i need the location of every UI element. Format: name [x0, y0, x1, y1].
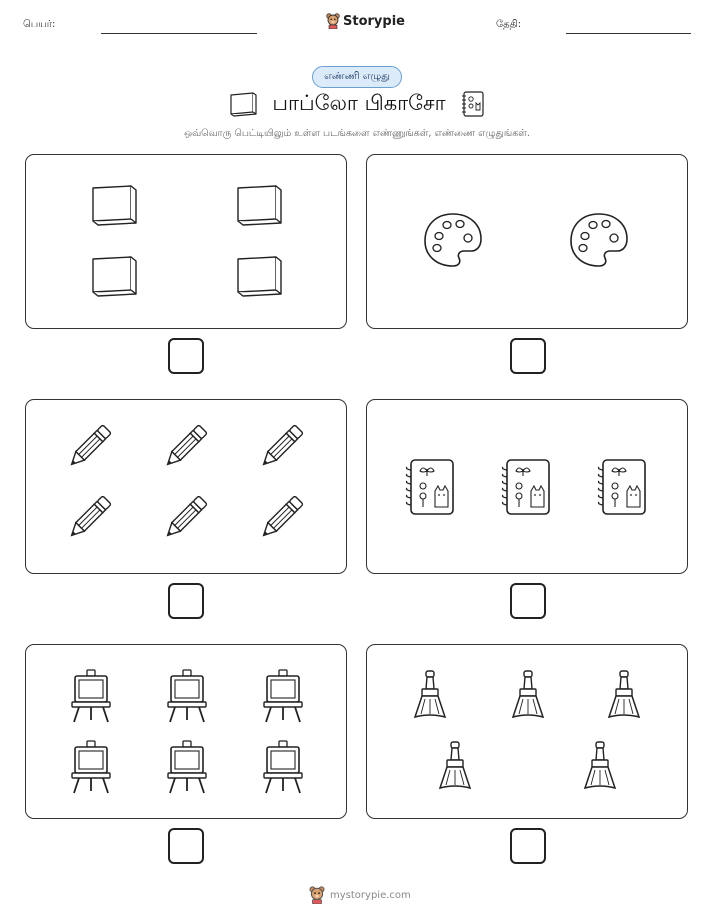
title-row — [0, 90, 714, 118]
easel-icon — [168, 741, 206, 793]
footer-url: mystorypie.com — [330, 889, 411, 901]
bear-icon — [309, 886, 325, 904]
pencil-icon — [259, 425, 303, 469]
date-line[interactable] — [566, 33, 691, 34]
easel-icon — [72, 670, 110, 722]
sketchbook-icon — [503, 460, 550, 514]
answer-box[interactable] — [168, 338, 204, 374]
page-title: பாப்லோ பிகாசோ — [272, 90, 446, 115]
pencil-icon — [67, 425, 111, 469]
paintbrush-icon — [609, 671, 639, 717]
canvas-board-icon — [238, 186, 281, 225]
answer-box[interactable] — [510, 828, 546, 864]
count-panel-palettes — [366, 154, 688, 329]
brand-logo — [326, 13, 405, 29]
sketchbook-icon — [460, 90, 486, 118]
paintbrush-icon — [513, 671, 543, 717]
pencil-icon — [163, 496, 207, 540]
name-label: பெயர்: — [23, 19, 56, 30]
pencil-icon — [259, 496, 303, 540]
date-label: தேதி: — [496, 19, 522, 30]
paintbrush-icon — [585, 742, 615, 788]
pencil-icon — [67, 496, 111, 540]
count-panel-paintbrushes — [366, 644, 688, 819]
instructions: ஒவ்வொரு பெட்டியிலும் உள்ள படங்களை எண்ணுங்கள், எண்ணை எழுதுங்கள். — [184, 128, 530, 139]
answer-box[interactable] — [510, 338, 546, 374]
pencil-icon — [163, 425, 207, 469]
paintbrush-icon — [415, 671, 445, 717]
paintbrush-icon — [440, 742, 470, 788]
canvas-board-icon — [93, 186, 136, 225]
easel-icon — [264, 741, 302, 793]
answer-box[interactable] — [510, 583, 546, 619]
sketchbook-icon — [407, 460, 454, 514]
easel-icon — [168, 670, 206, 722]
canvas-board-icon — [228, 91, 258, 117]
paint-palette-icon — [571, 214, 627, 266]
easel-icon — [264, 670, 302, 722]
count-panel-easels — [25, 644, 347, 819]
footer — [309, 886, 411, 904]
easel-icon — [72, 741, 110, 793]
count-panel-pencils — [25, 399, 347, 574]
canvas-board-icon — [238, 257, 281, 296]
brand-name: Storypie — [343, 13, 405, 29]
answer-box[interactable] — [168, 583, 204, 619]
name-line[interactable] — [101, 33, 257, 34]
count-panel-canvas-boards — [25, 154, 347, 329]
answer-box[interactable] — [168, 828, 204, 864]
bear-icon — [326, 13, 340, 29]
activity-tag: எண்ணி எழுது — [312, 66, 402, 88]
paint-palette-icon — [425, 214, 481, 266]
count-panel-sketchbooks — [366, 399, 688, 574]
sketchbook-icon — [599, 460, 646, 514]
canvas-board-icon — [93, 257, 136, 296]
